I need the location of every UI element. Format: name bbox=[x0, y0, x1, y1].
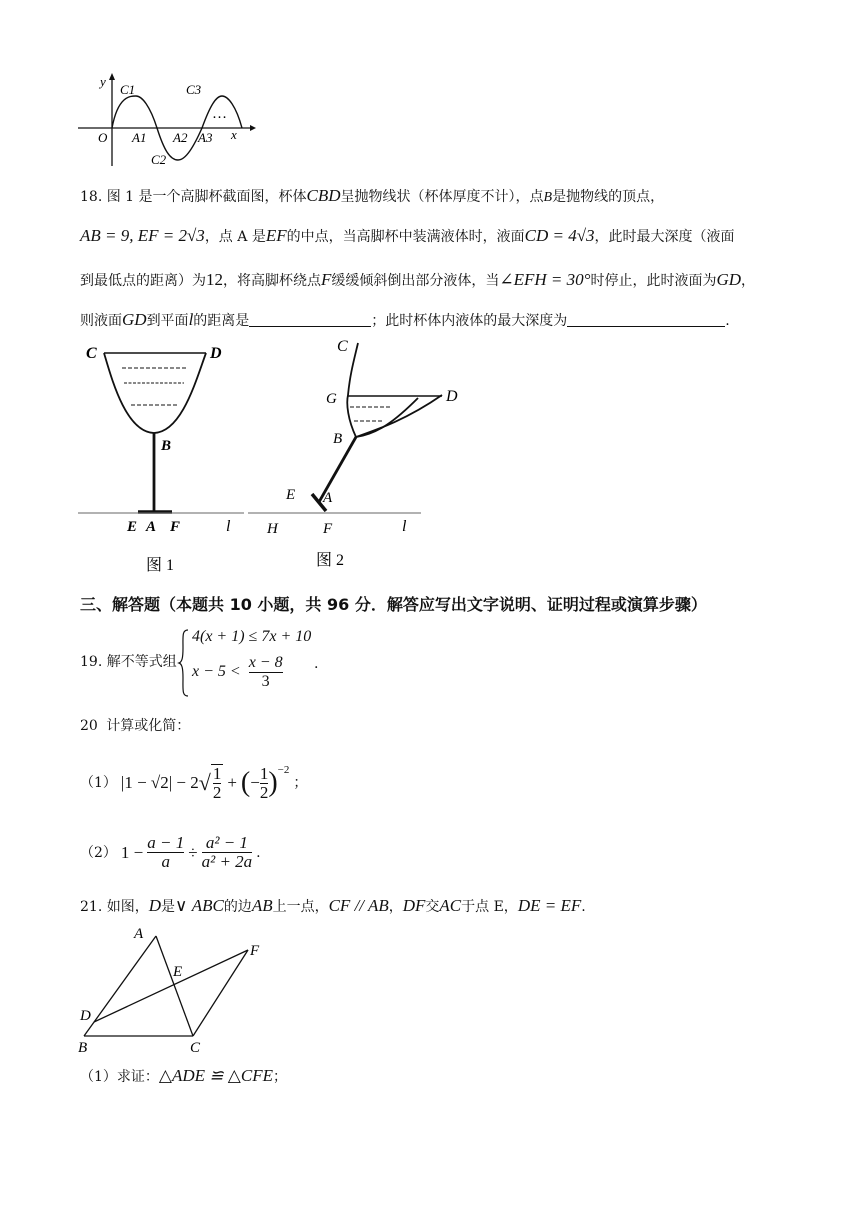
q18-line3: 到最低点的距离）为12，将高脚杯绕点F缓缓倾斜倒出部分液体，当∠EFH = 30°时停止，此时液面为GD， bbox=[80, 270, 756, 289]
q19-inequality-1: 4(x + 1) ≤ 7x + 10 bbox=[192, 628, 312, 645]
fig2-label-l: l bbox=[402, 518, 407, 535]
q21-label-b: B bbox=[78, 1040, 88, 1056]
fig1-label-l: l bbox=[226, 518, 231, 535]
q18-line1: 18. 图 1 是一个高脚杯截面图，杯体CBD呈抛物线状（杯体厚度不计），点B是抛物线的顶点， bbox=[80, 186, 665, 205]
sqrt-icon: √ bbox=[198, 770, 211, 795]
fig2-label-h: H bbox=[267, 521, 278, 537]
y-axis-arrow-icon bbox=[109, 73, 115, 80]
q20-label: 20 计算或化简： bbox=[80, 718, 191, 734]
figure-2-tilted-goblet bbox=[246, 330, 458, 580]
label-a3: A3 bbox=[198, 130, 213, 145]
q21-label-f: F bbox=[250, 943, 260, 959]
label-c2: C2 bbox=[151, 152, 167, 167]
fig2-label-b: B bbox=[333, 431, 343, 447]
tilted-bowl-right bbox=[356, 398, 418, 437]
fig1-label-d: D bbox=[210, 345, 222, 362]
tilted-bowl bbox=[347, 343, 442, 437]
origin-label: O bbox=[98, 130, 108, 145]
q21-label-d: D bbox=[80, 1008, 91, 1024]
fig2-label-c: C bbox=[337, 338, 348, 355]
fig2-caption: 图 2 bbox=[316, 552, 345, 569]
q21-line1: 21. 如图，D是∨ ABC的边AB上一点，CF // AB，DF交AC于点 E，DE = EF. bbox=[80, 896, 586, 915]
fig2-label-e: E bbox=[286, 487, 296, 503]
label-c1: C1 bbox=[120, 82, 136, 97]
x-axis-arrow-icon bbox=[250, 125, 256, 131]
sine-graph-figure bbox=[70, 66, 260, 172]
q19-end: . bbox=[314, 656, 319, 672]
fig2-label-g: G bbox=[326, 391, 337, 407]
q19-brace-icon bbox=[178, 628, 190, 698]
fig2-label-d: D bbox=[446, 388, 458, 405]
q21-label-e: E bbox=[173, 964, 183, 980]
y-axis-label: y bbox=[100, 74, 106, 89]
x-axis-label: x bbox=[231, 127, 237, 142]
goblet-bowl bbox=[104, 353, 206, 433]
answer-blank-distance[interactable] bbox=[249, 310, 371, 327]
fig1-label-b: B bbox=[161, 438, 172, 454]
fig1-label-e: E bbox=[127, 519, 138, 535]
q20-part2: （2） 1 − $\frac{a - 1}{a}$ ÷ $\frac{\text{a² − 1}}{\text{a² + 2a}}$ . bbox=[80, 833, 261, 871]
q18-line4: 则液面GD到平面l的距离是 ；此时杯体内液体的最大深度为 . bbox=[80, 310, 730, 329]
fig1-label-c: C bbox=[86, 345, 97, 362]
q20-part1: （1） |1 − √2| − 2 √ $\frac{1}{2}$ + ( − $\frac{1}{2}$ ) −2 ； bbox=[80, 763, 308, 802]
label-a1: A1 bbox=[132, 130, 147, 145]
q18-number: 18. bbox=[80, 189, 103, 205]
answer-blank-depth[interactable] bbox=[567, 310, 725, 327]
q21-part1: （1）求证：△ADE ≌ △CFE； bbox=[80, 1066, 287, 1085]
q19-inequality-2: x − 5 < $\frac{x - 8}{3}$ bbox=[192, 654, 283, 690]
label-c3: C3 bbox=[186, 82, 202, 97]
q21-label-a: A bbox=[134, 926, 144, 942]
segment-ac bbox=[156, 936, 193, 1036]
q19-label: 19. 解不等式组 bbox=[80, 654, 177, 670]
label-a2: A2 bbox=[173, 130, 188, 145]
q18-line2: AB = 9, EF = 2√3，点 A 是EF的中点，当高脚杯中装满液体时，液面CD = 4√3，此时最大深度（液面 bbox=[80, 226, 735, 245]
fig1-label-a: A bbox=[146, 519, 157, 535]
figure-1-goblet bbox=[76, 340, 246, 580]
section-3-title: 三、解答题（本题共 10 小题，共 96 分．解答应写出文字说明、证明过程或演算步骤） bbox=[80, 595, 707, 614]
fig1-caption: 图 1 bbox=[146, 557, 175, 574]
q21-label-c: C bbox=[190, 1040, 201, 1056]
fig2-label-f: F bbox=[323, 521, 333, 537]
ellipsis: … bbox=[212, 106, 227, 122]
fig2-label-a: A bbox=[323, 490, 333, 506]
q21-figure bbox=[76, 922, 276, 1058]
fig1-label-f: F bbox=[170, 519, 181, 535]
